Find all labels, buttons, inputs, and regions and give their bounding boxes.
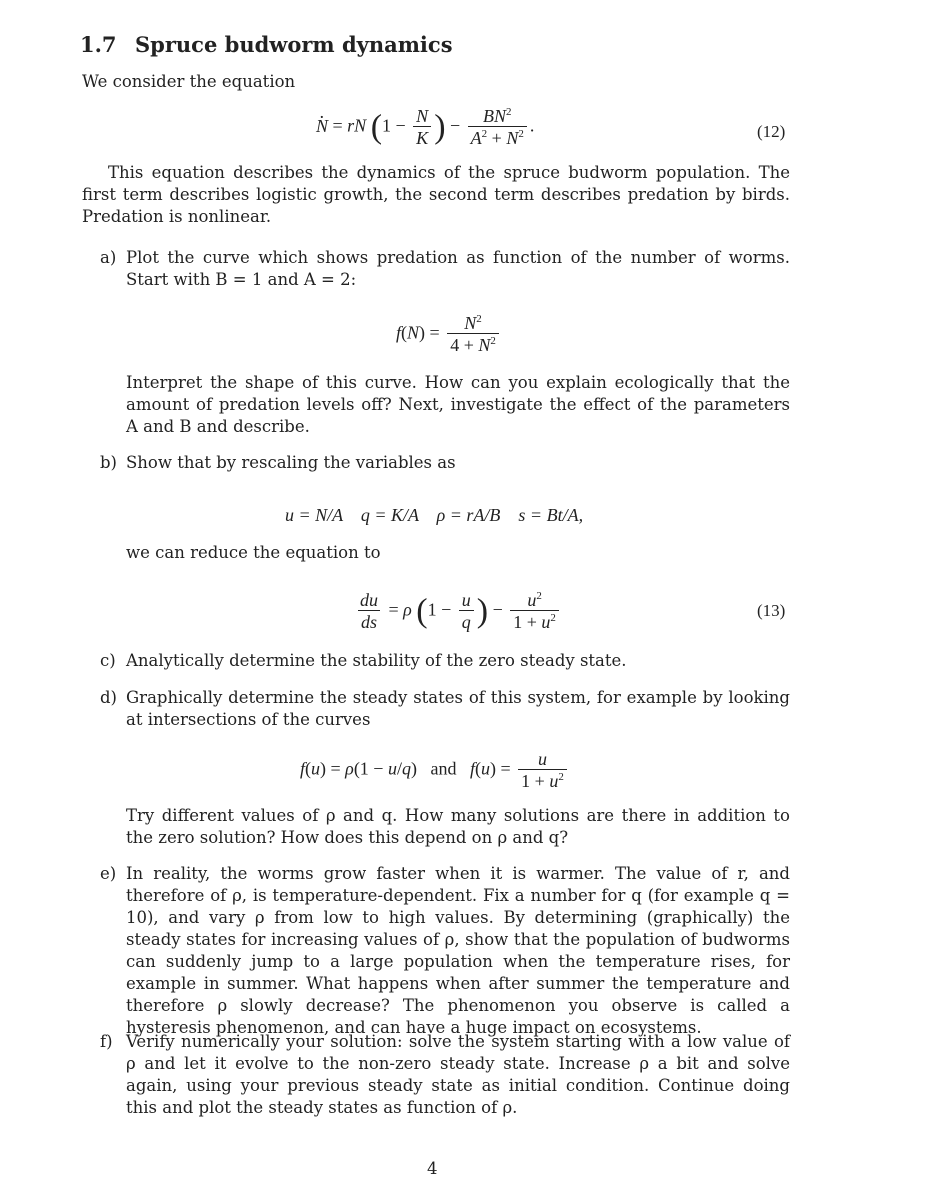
- item-f: [100, 1031, 790, 1119]
- item-b-text2: we can reduce the equation to: [126, 543, 381, 562]
- description-text: This equation describes the dynamics of the spruce budworm population. The first term describes logistic growth, the second term describes predation by birds. Predation is nonlinear.: [82, 163, 790, 226]
- item-d-label: d): [100, 688, 117, 707]
- equation-12-number: (12): [757, 122, 786, 141]
- item-e-label: e): [100, 864, 117, 883]
- equation-curves: f(u) = ρ(1 − u/q) and f(u) = $\frac{u}{1 + u^2}$: [300, 749, 570, 792]
- item-a-text2: Interpret the shape of this curve. How can you explain ecologically that the amount of predation levels off? Next, investigate the effect of the parameters A and B and describe.: [126, 373, 790, 436]
- item-a-text1: Plot the curve which shows predation as function of the number of worms. Start with B = 1 and A = 2:: [126, 248, 790, 289]
- section-heading: [80, 34, 453, 56]
- item-c: [100, 650, 790, 672]
- item-d-part2: [100, 805, 790, 849]
- item-f-label: f): [100, 1032, 113, 1051]
- equation-13: $\frac{du}{ds}$ = ρ (1 − $\frac{u}{q}$ ) − $\frac{u^2}{1 + u^2}$: [354, 590, 562, 633]
- page-number: 4: [427, 1159, 438, 1178]
- section-title: Spruce budworm dynamics: [135, 32, 453, 57]
- item-f-text1: Verify numerically your solution: solve the system starting with a low value of ρ and let it evolve to the non-zero steady state. Increase ρ a bit and solve again, using your previous steady state as initial condition. Continue doing this and plot the steady states as function of ρ.: [126, 1032, 790, 1117]
- intro-text: We consider the equation: [82, 72, 296, 91]
- item-a-label: a): [100, 248, 117, 267]
- item-b-text1: Show that by rescaling the variables as: [126, 453, 456, 472]
- item-a-part2: [100, 372, 790, 438]
- and-word: and: [430, 758, 457, 779]
- item-d-text2: Try different values of ρ and q. How many solutions are there in addition to the zero solution? How does this depend on ρ and q?: [126, 806, 790, 847]
- item-b: [100, 452, 790, 474]
- rescaling-equations: u = N/A q = K/A ρ = rA/B s = Bt/A,: [285, 505, 584, 525]
- item-e: [100, 863, 790, 1039]
- item-d: [100, 687, 790, 731]
- equation-13-number: (13): [757, 601, 786, 620]
- item-c-text1: Analytically determine the stability of the zero steady state.: [126, 651, 627, 670]
- item-b-label: b): [100, 453, 117, 472]
- item-b-part2: [100, 542, 790, 564]
- item-c-label: c): [100, 651, 116, 670]
- section-number: 1.7: [80, 32, 117, 57]
- equation-12: . N = rN (1 − $\frac{N}{K}$ ) − $\frac{BN^2}{A^2 + N^2}$ .: [316, 106, 534, 149]
- item-d-text1: Graphically determine the steady states of this system, for example by looking at intersections of the curves: [126, 688, 790, 729]
- item-a: [100, 247, 790, 291]
- item-e-text1: In reality, the worms grow faster when it is warmer. The value of r, and therefore of ρ, is temperature-dependent. Fix a number for q (for example q = 10), and vary ρ from low to high values. By determining (graphically) the steady states for increasing values of ρ, show that the population of budworms can suddenly jump to a large population when the temperature rises, for example in summer. What happens when after summer the temperature and therefore ρ slowly decrease? The phenomenon you observe is called a hysteresis phenomenon, and can have a huge impact on ecosystems.: [126, 864, 790, 1037]
- equation-f-of-N: f(N) = $\frac{N^2}{4 + N^2}$: [396, 313, 502, 356]
